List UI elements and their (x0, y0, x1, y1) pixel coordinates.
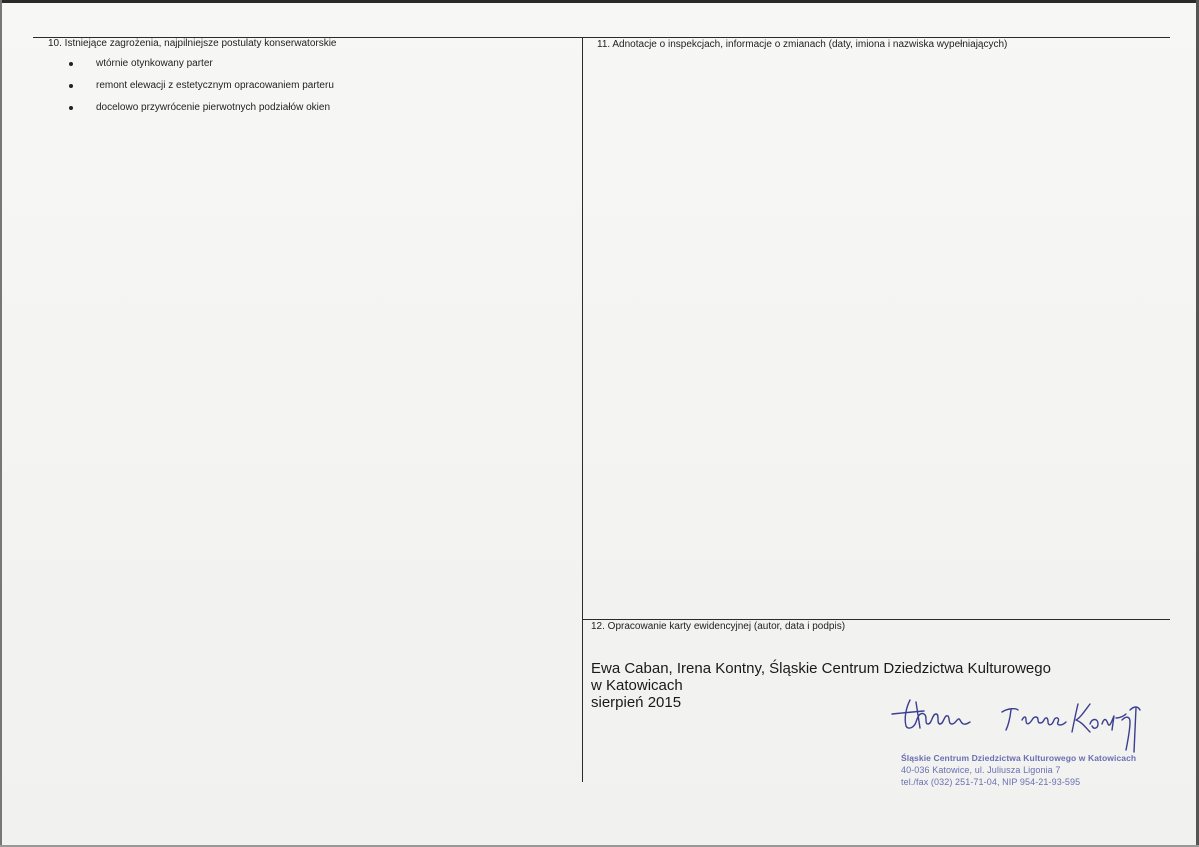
top-rule-right (583, 37, 1170, 38)
date-line: sierpień 2015 (591, 694, 682, 711)
handwritten-signature (890, 690, 1150, 754)
stamp-contact: tel./fax (032) 251-71-04, NIP 954-21-93-595 (901, 777, 1081, 787)
section-12-label: 12. Opracowanie karty ewidencyjnej (autor, data i podpis) (591, 621, 846, 632)
list-item-text: docelowo przywrócenie pierwotnych podziałów okien (96, 102, 331, 113)
section-12-rule (583, 619, 1170, 620)
stamp-institution-name: Śląskie Centrum Dziedzictwa Kulturowego w Katowicach (901, 753, 1137, 763)
authors-line: Ewa Caban, Irena Kontny, Śląskie Centrum Dziedzictwa Kulturowego (591, 660, 1051, 677)
institution-stamp (901, 752, 1136, 788)
scan-edge-top (0, 0, 1199, 3)
stamp-address: 40-036 Katowice, ul. Juliusza Ligonia 7 (901, 765, 1061, 775)
section-11-label: 11. Adnotacje o inspekcjach, informacje o zmianach (daty, imiona i nazwiska wypełniających) (597, 39, 1008, 50)
bullet-icon (69, 84, 73, 88)
section-10-label: 10. Istniejące zagrożenia, najpilniejsze postulaty konserwatorskie (48, 38, 337, 49)
column-divider (582, 37, 583, 782)
list-item-text: remont elewacji z estetycznym opracowaniem parteru (96, 80, 334, 91)
bullet-icon (69, 62, 73, 66)
bullet-icon (69, 106, 73, 110)
authors-location-line: w Katowicach (591, 677, 683, 694)
scan-edge-left (0, 0, 2, 847)
list-item-text: wtórnie otynkowany parter (96, 58, 213, 69)
